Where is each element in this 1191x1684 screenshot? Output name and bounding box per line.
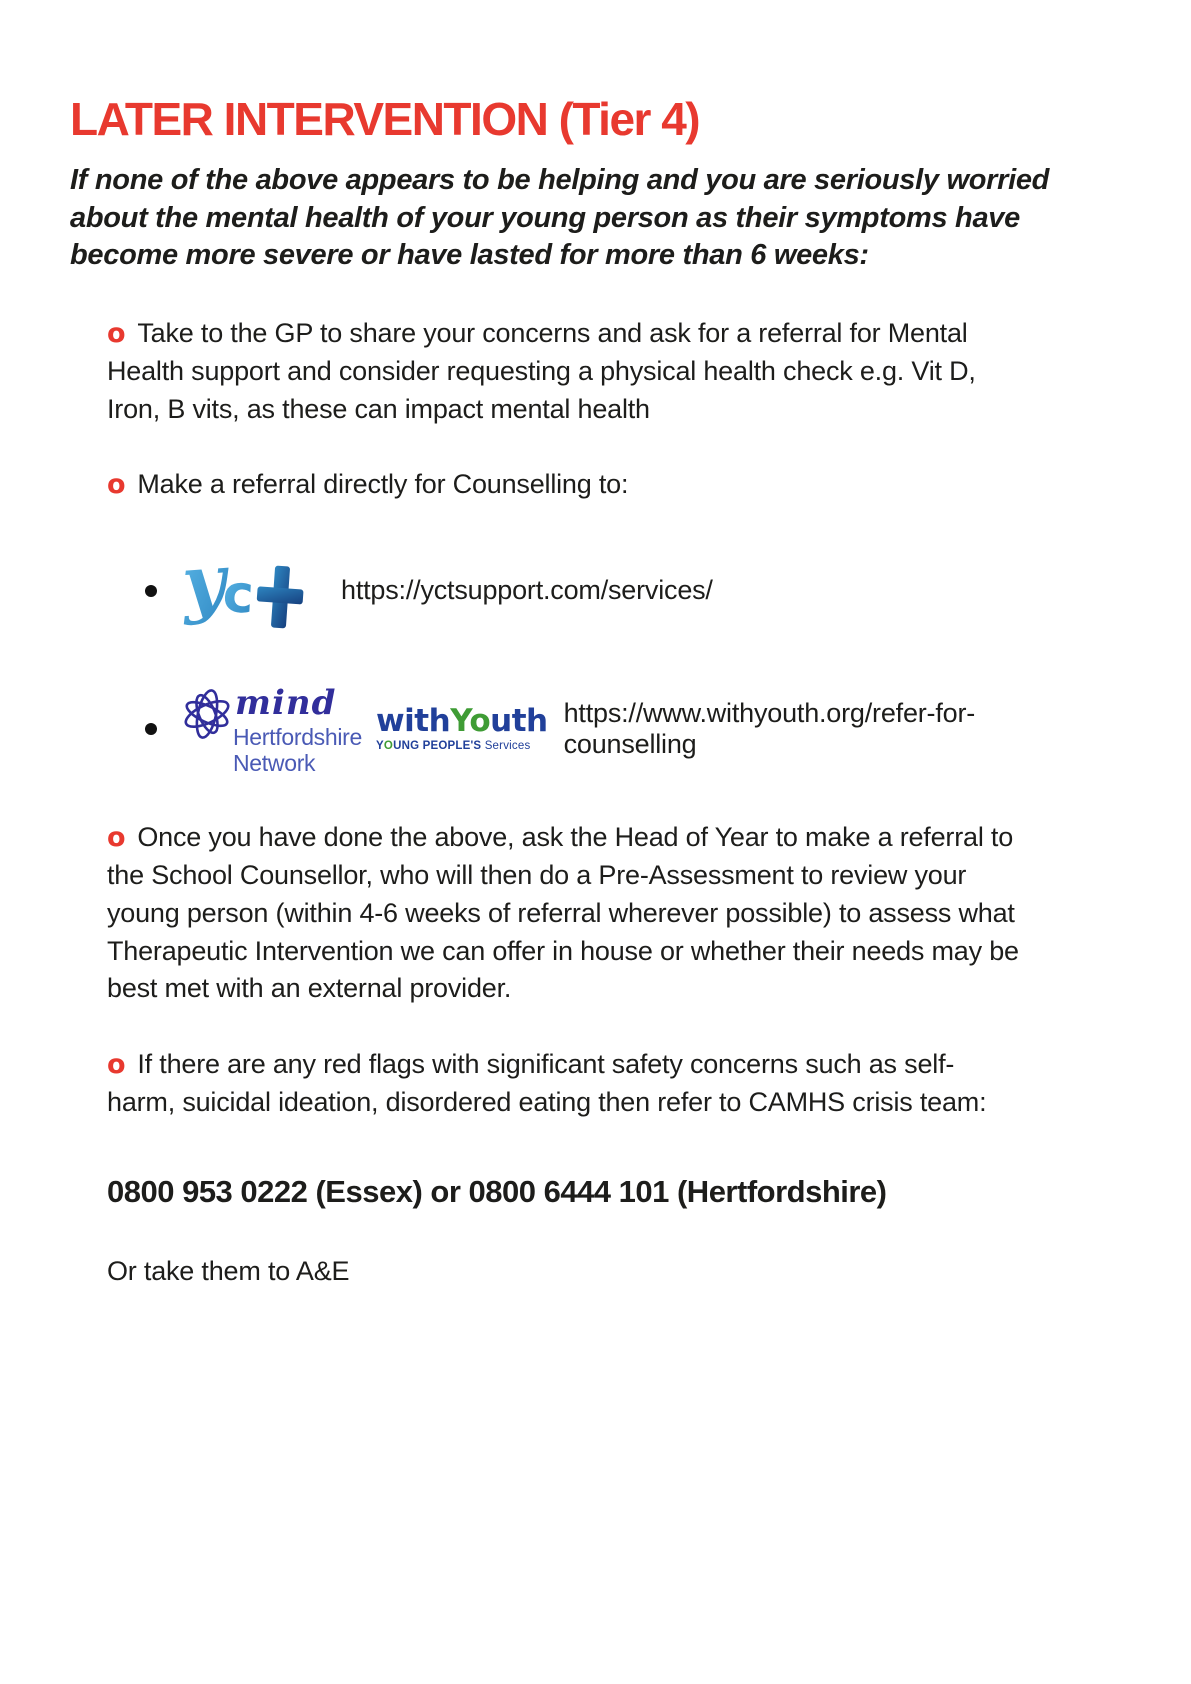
referral-options-list [145,542,1096,775]
withyouth-wordmark [376,703,548,739]
withyouth-o: o [469,703,491,740]
bullet-counselling-text: Make a referral directly for Counselling to: [137,469,629,500]
yct-letter-y: y [181,542,229,628]
mind-network-label: Network [233,750,316,777]
bullet-icon: o [107,822,126,854]
bullet-gp-text: Take to the GP to share your concerns and ask for a referral for Mental Health support and consider requesting a physical health check e.g. Vit D, Iron, B vits, as these can impact mental health [107,318,976,424]
yct-letter-c: c [221,564,256,626]
final-advice-line: Or take them to A&E [107,1255,350,1286]
withyouth-y: Y [450,703,470,740]
bullet-counselling [107,466,1022,504]
crisis-phone-numbers: 0800 953 0222 (Essex) or 0800 6444 101 (Hertfordshire) [107,1173,887,1209]
mind-squiggle-icon [181,683,233,749]
bullet-dot-icon [145,585,157,597]
withyouth-logo [376,703,548,753]
page-title: LATER INTERVENTION (Tier 4) [70,93,700,145]
withyouth-list-item [145,683,1096,775]
bullet-head-of-year [107,819,1022,1008]
bullet-red-flags-text: If there are any red flags with significant safety concerns such as self-harm, suicidal ideation, disordered eating then refer to CAMHS crisis team: [107,1049,987,1118]
tagline-o: O [383,740,394,753]
tagline-rest: UNG PEOPLE'S [393,740,482,753]
withyouth-tagline [376,740,548,752]
yct-logo [181,542,309,639]
withyouth-link[interactable]: https://www.withyouth.org/refer-for-counselling [563,698,976,760]
mind-wordmark: mind [235,683,337,724]
intro-paragraph: If none of the above appears to be helping and you are seriously worried about the mental health of your young person as their symptoms have become more severe or have lasted for more than 6 weeks: [70,164,1050,272]
mind-region-label: Hertfordshire [233,724,363,751]
yct-link[interactable]: https://yctsupport.com/services/ [341,575,713,606]
bullet-head-of-year-text: Once you have done the above, ask the Head of Year to make a referral to the School Counsellor, who will then do a Pre-Assessment to review your young person (within 4-6 weeks of referral wherever possible) to assess what Therapeutic Intervention we can offer in house or whether their needs may be best met with an external provider. [107,822,1019,1004]
bullet-icon: o [107,1049,126,1081]
yct-list-item [145,542,1096,639]
withyouth-uth: uth [490,703,548,740]
bullet-gp [107,315,1022,428]
mind-logo [181,683,362,775]
yct-cross-t [255,565,305,630]
bullet-icon: o [107,469,126,501]
bullet-red-flags [107,1046,1022,1122]
bullet-dot-icon [145,723,157,735]
withyouth-with: with [376,703,451,740]
tagline-y: Y [376,740,384,753]
bullet-icon: o [107,318,126,350]
tagline-services: Services [481,740,531,753]
